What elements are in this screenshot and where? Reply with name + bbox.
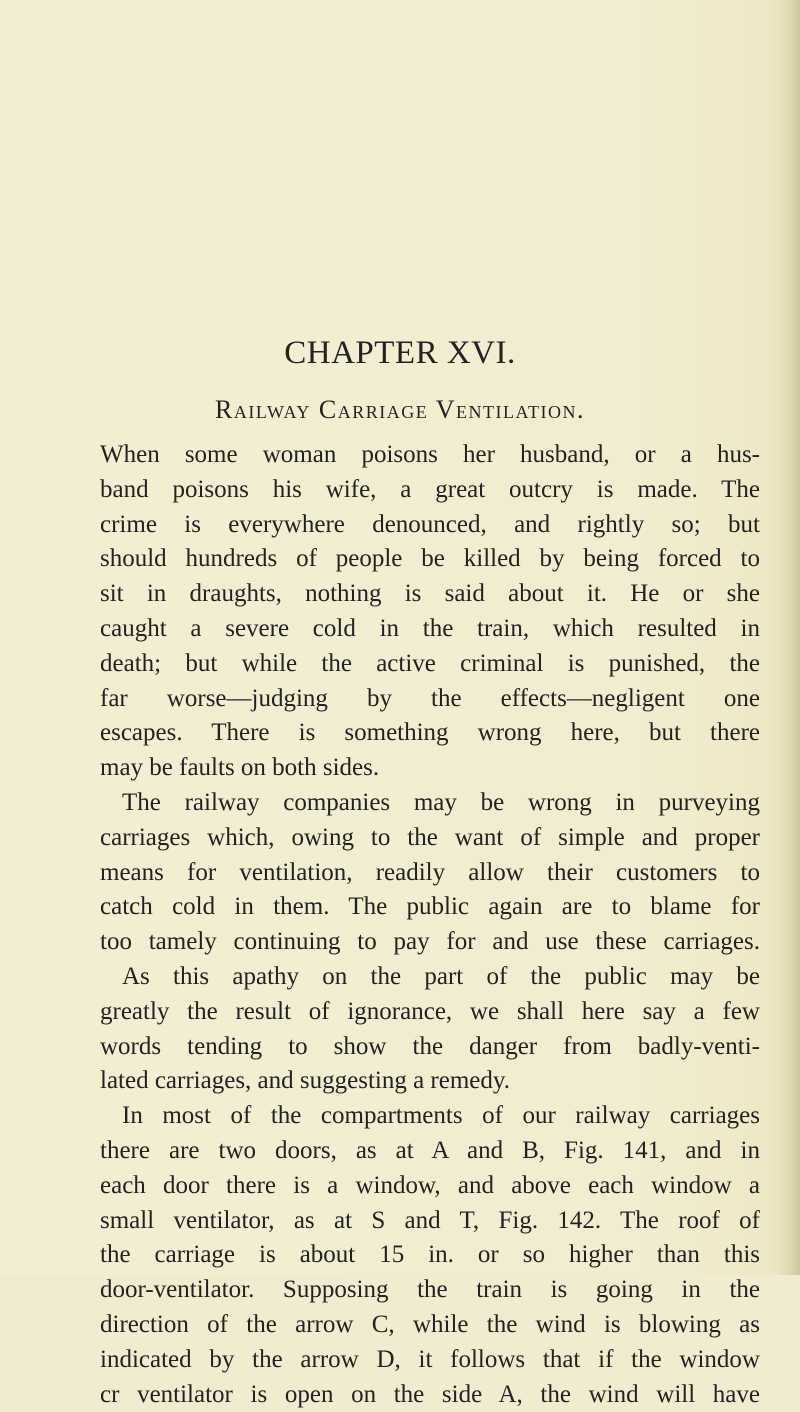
text-line: death; but while the active criminal is punished, the — [100, 649, 760, 677]
text-line: each door there is a window, and above each window a — [100, 1171, 760, 1199]
text-line: too tamely continuing to pay for and use these carriages. — [100, 928, 760, 956]
text-line: band poisons his wife, a great outcry is made. The — [100, 475, 760, 503]
text-line: cr ventilator is open on the side A, the wind will have — [100, 1380, 760, 1408]
section-title: Railway Carriage Ventilation. — [215, 395, 585, 424]
text-line: crime is everywhere denounced, and rightly so; but — [100, 510, 760, 538]
text-line: the carriage is about 15 in. or so higher than this — [100, 1241, 760, 1269]
text-line: The railway companies may be wrong in purveying — [122, 788, 760, 816]
body-text — [100, 438, 760, 1412]
chapter-title: CHAPTER XVI. — [284, 335, 516, 371]
text-line: sit in draughts, nothing is said about it. He or she — [100, 580, 760, 608]
text-line: In most of the compartments of our railway carriages — [122, 1102, 760, 1130]
text-line: greatly the result of ignorance, we shall here say a few — [100, 997, 760, 1025]
text-line: should hundreds of people be killed by being forced to — [100, 545, 760, 573]
text-line: far worse—judging by the effects—negligent one — [100, 684, 760, 712]
text-line: caught a severe cold in the train, which resulted in — [100, 614, 760, 642]
text-line: means for ventilation, readily allow their customers to — [100, 858, 760, 886]
text-line: lated carriages, and suggesting a remedy. — [100, 1067, 511, 1095]
text-line: indicated by the arrow D, it follows that if the window — [100, 1345, 760, 1373]
text-line: As this apathy on the part of the public may be — [122, 962, 760, 990]
text-line: words tending to show the danger from badly-venti- — [100, 1032, 760, 1060]
text-line: When some woman poisons her husband, or a hus- — [100, 441, 760, 468]
page-edge-shadow — [778, 0, 800, 1275]
text-line: carriages which, owing to the want of simple and proper — [100, 823, 760, 851]
text-line: escapes. There is something wrong here, but there — [100, 719, 760, 747]
text-line: door-ventilator. Supposing the train is going in the — [100, 1276, 760, 1304]
text-line: direction of the arrow C, while the wind is blowing as — [100, 1310, 760, 1338]
text-line: there are two doors, as at A and B, Fig. 141, and in — [100, 1136, 760, 1164]
text-line: small ventilator, as at S and T, Fig. 142. The roof of — [100, 1206, 760, 1234]
text-line: may be faults on both sides. — [100, 754, 380, 782]
text-line: catch cold in them. The public again are to blame for — [100, 893, 760, 921]
